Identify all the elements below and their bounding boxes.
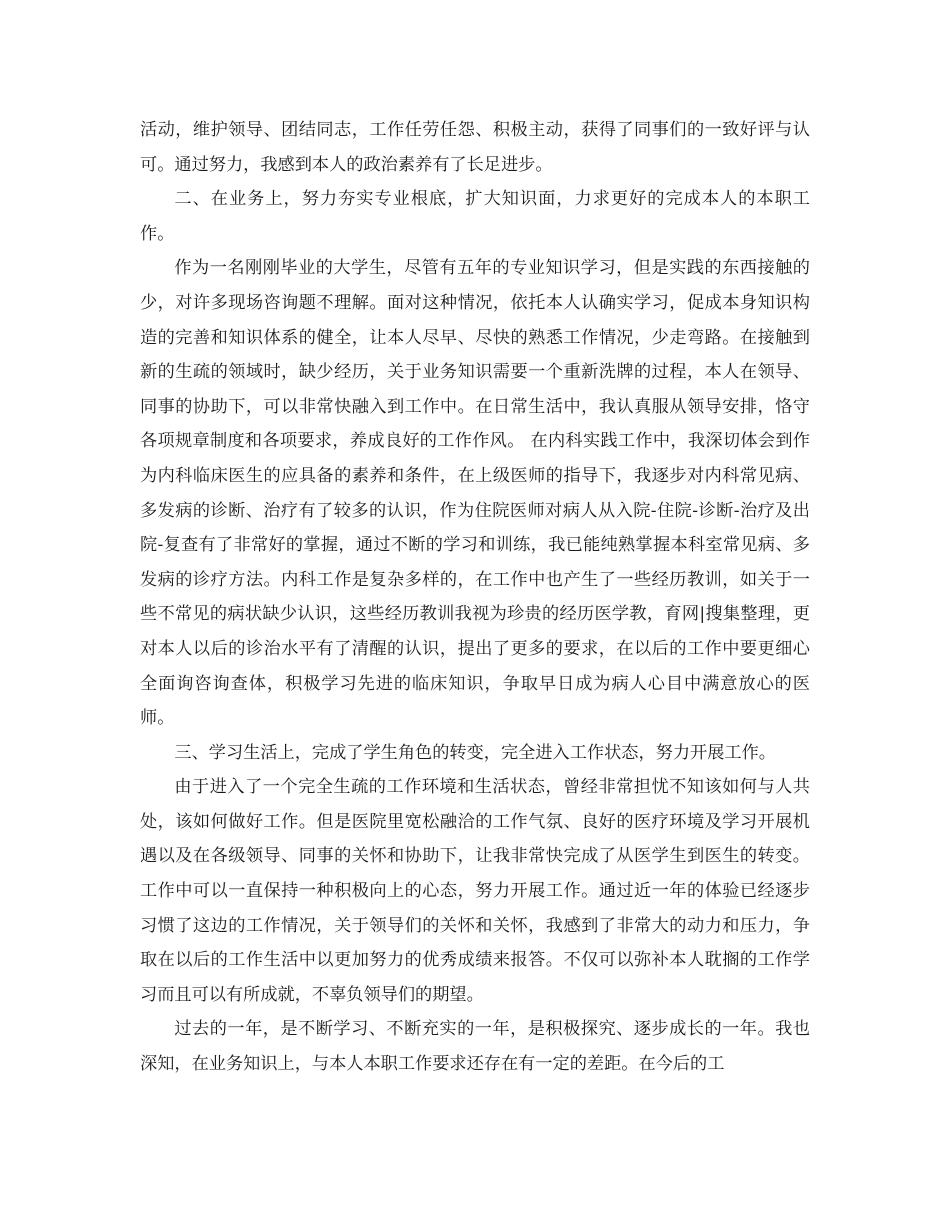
paragraph-study-life: 由于进入了一个完全生疏的工作环境和生活状态，曾经非常担忧不知该如何与人共处，该如何做好工作。但是医院里宽松融洽的工作气氛、良好的医疗环境及学习开展机遇以及在各级领导、同事的关怀和协助下，让我非常快完成了从医学生到医生的转变。工作中可以一直保持一种积极向上的心态，努力开展工作。通过近一年的体验已经逐步习惯了这边的工作情况，关于领导们的关怀和关怀，我感到了非常大的动力和压力，争取在以后的工作生活中以更加努力的优秀成绩来报答。不仅可以弥补本人耽搁的工作学习而且可以有所成就，不辜负领导们的期望。: [140, 777, 810, 1005]
section-heading-study-life: 三、学习生活上，完成了学生角色的转变，完全进入工作状态，努力开展工作。: [174, 742, 776, 763]
paragraph-continued: 活动，维护领导、团结同志，工作任劳任怨、积极主动，获得了同事们的一致好评与认可。通过努力，我感到本人的政治素养有了长足进步。: [140, 120, 810, 175]
section-heading-business: 二、在业务上，努力夯实专业根底，扩大知识面，力求更好的完成本人的本职工作。: [140, 189, 810, 244]
paragraph-summary: 过去的一年，是不断学习、不断充实的一年，是积极探究、逐步成长的一年。我也深知，在业务知识上，与本人本职工作要求还存在有一定的差距。在今后的工: [140, 1019, 810, 1075]
document-body: [140, 113, 810, 1082]
paragraph-business-practice: 作为一名刚刚毕业的大学生，尽管有五年的专业知识学习，但是实践的东西接触的少，对许多现场咨询题不理解。面对这种情况，依托本人认确实学习，促成本身知识构造的完善和知识体系的健全，让本人尽早、尽快的熟悉工作情况，少走弯路。在接触到新的生疏的领域时，缺少经历，关于业务知识需要一个重新洗牌的过程，本人在领导、同事的协助下，可以非常快融入到工作中。在日常生活中，我认真服从领导安排，恪守各项规章制度和各项要求，养成良好的工作作风。 在内科实践工作中，我深切体会到作为内科临床医生的应具备的素养和条件，在上级医师的指导下，我逐步对内科常见病、多发病的诊断、治疗有了较多的认识，作为住院医师对病人从入院-住院-诊断-治疗及出院-复查有了非常好的掌握，通过不断的学习和训练，我已能纯熟掌握本科室常见病、多发病的诊疗方法。内科工作是复杂多样的，在工作中也产生了一些经历教训，如关于一些不常见的病状缺少认识，这些经历教训我视为珍贵的经历医学教，育网|搜集整理，更对本人以后的诊治水平有了清醒的认识，提出了更多的要求，在以后的工作中要更细心全面询咨询查体，积极学习先进的临床知识，争取早日成为病人心目中满意放心的医师。: [140, 258, 810, 729]
